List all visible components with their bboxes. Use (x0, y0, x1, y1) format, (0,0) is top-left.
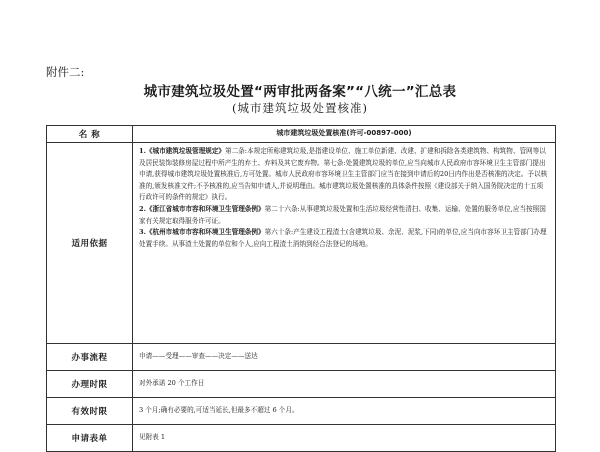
basis-item-2-law: 《浙江省城市市容和环境卫生管理条例》 (145, 204, 265, 213)
basis-item-2-text: 第二十六条:从事建筑垃圾处置和生活垃圾经营性清扫、收集、运输、处置的服务单位,应当按照国家有关规定取得服务许可证。 (139, 204, 546, 225)
table-row-form (47, 425, 556, 452)
basis-label: 适用依据 (47, 143, 133, 344)
table-row-time (47, 371, 556, 398)
basis-value (133, 143, 556, 344)
document-title: 城市建筑垃圾处置“两审批两备案”“八统一”汇总表 (143, 84, 457, 100)
basis-item-1-text: 第二条:本规定所称建筑垃圾,是指建设单位、施工单位新建、改建、扩建和拆除各类建筑物、构筑物、管网等以及居民装饰装修房屋过程中所产生的弃土、弃料及其它废弃物。第七条:处置建筑垃圾的单位,应当向城市人民政府市容环境卫生主管部门提出申请,获得城市建筑垃圾处置核准后,方可处置。城市人民政府市容环境卫生主管部门应当在接到申请后的20日内作出是否核准的决定。予以核准的,颁发核准文件;不予核准的,应当告知申请人,并说明理由。城市建筑垃圾处置核准的具体条件按照《建设部关于纳入国务院决定的十五项行政许可的条件的规定》执行。 (139, 147, 548, 202)
table-row-name (47, 126, 556, 143)
validity-label: 有效时限 (47, 398, 133, 425)
basis-item-3-law: 《杭州市城市市容和环境卫生管理条例》 (145, 228, 265, 237)
basis-item-1-num: 1. (139, 147, 146, 155)
name-value: 城市建筑垃圾处置核准(许可-00897-000) (133, 126, 556, 143)
basis-item-3 (139, 227, 549, 250)
form-label: 申请表单 (47, 425, 133, 452)
process-value: 申请——受理——审查——决定——送达 (133, 344, 556, 371)
basis-item-1-law: 《城市建筑垃圾管理规定》 (145, 147, 226, 155)
summary-table (46, 125, 556, 452)
process-label: 办事流程 (47, 344, 133, 371)
attachment-label: 附件二: (46, 65, 85, 79)
basis-item-2 (139, 204, 549, 227)
form-value: 见附表 1 (133, 425, 556, 452)
table-row-process (47, 344, 556, 371)
time-label: 办理时限 (47, 371, 133, 398)
table-row-validity (47, 398, 556, 425)
validity-value: 3 个月;确有必要的,可适当延长,但最多不超过 6 个月。 (133, 398, 556, 425)
document-subtitle: (城市建筑垃圾处置核准) (232, 101, 368, 115)
basis-item-1 (139, 146, 549, 204)
time-value: 对外承诺 20 个工作日 (133, 371, 556, 398)
basis-item-2-num: 2. (139, 204, 146, 213)
name-label: 名 称 (47, 126, 133, 143)
table-row-basis (47, 143, 556, 344)
basis-item-3-num: 3. (139, 228, 146, 237)
basis-item-3-text: 第六十条:产生建设工程渣土(含建筑垃圾、余泥、泥浆,下同)的单位,应当向市容环卫主管部门办理处置手续。从事渣土处置的单位和个人,应向工程渣土消纳到经合法登记的场地。 (139, 228, 547, 248)
